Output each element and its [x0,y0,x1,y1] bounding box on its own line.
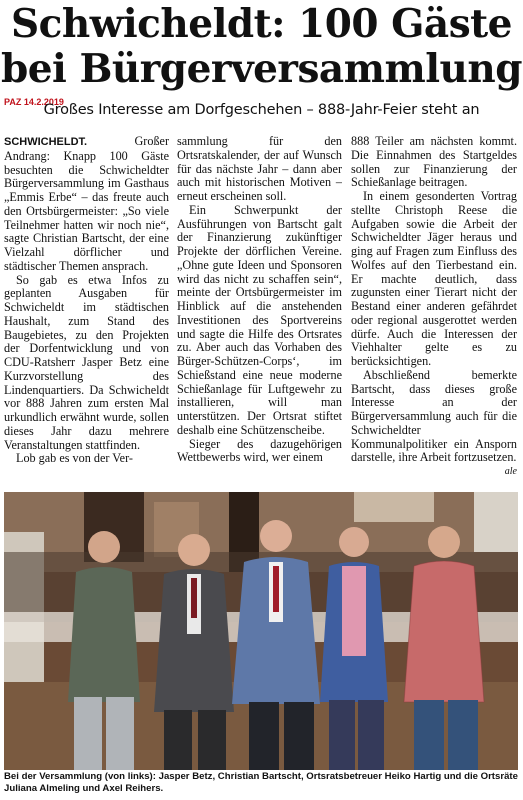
paragraph: In einem gesonderten Vortrag stellte Christoph Reese die Aufgaben sowie die Arbeit der Schwicheldter Jäger heraus und ging auf Fragen zum Einfluss des Wolfes auf den Tierbestand ein. Er machte deutlich, dass zugunsten einer Tierart nicht der Bestand einer anderen gefährdet oder regional ausgerottet werden dürfe. Auch die Interessen der Viehhalter gelte es zu berücksichtigen. [351,189,517,368]
paragraph: Sieger des dazugehörigen Wettbewerbs wird, wer einem [177,436,342,465]
source-date: PAZ 14.2.2019 [4,97,64,107]
article-column-2 [177,135,342,487]
headline [0,2,523,92]
photo-caption: Bei der Versammlung (von links): Jasper Betz, Christian Bartscht, Ortsratsbetreuer Heiko Hartig und die Ortsräte Juliana Almeling und Axel Reihers. [4,771,518,794]
headline-line-1: Schwicheldt: 100 Gäste [11,1,512,47]
paragraph: So gab es etwa Infos zu geplanten Ausgaben für Schwicheldt im städtischen Haushalt, zum Stand des Baugebietes, zu den Projekten der Dorfentwicklung und von CDU-Ratsherr Jasper Betz eine Kurzvorstellung des Lindenquartiers. Da Schwicheldt vor 888 Jahren zum ersten Mal urkundlich erwähnt wurde, sollen dieses Jahr dazu mehrere Veranstaltungen stattfinden. [4,272,169,452]
article-photo [4,492,518,770]
author-initials: ale [504,466,517,477]
article-column-1 [4,135,169,487]
paragraph: Lob gab es von der Ver- [16,451,133,466]
headline-line-2: bei Bürgerversammlung [0,46,523,92]
paragraph-text: Abschließend bemerkte Bartscht, dass dieses große Interesse an der Bürgerversammlung auch für die Schwicheldter Kommunalpolitiker ein Ansporn darstelle, ihre Arbeit fortzusetzen. [351,367,517,465]
paragraph [351,367,517,477]
paragraph-text: Großer Andrang: Knapp 100 Gäste besuchten die Schwicheldter Bürgerversammlung im Gasthaus „Emmis Erbe“ – das freute auch den Ortsbürgermeister: „So viele Teilnehmer hatten wir noch nie“, sagte Christian Bartscht, der eine Vielzahl dörflicher und städtischer Themen ansprach. [4,135,169,273]
paragraph: Ein Schwerpunkt der Ausführungen von Bartscht galt der Finanzierung zukünftiger Projekte der dörflichen Vereine. „Ohne gute Ideen und Sponsoren wird das nicht zu schaffen sein“, meinte der Ortsbürgermeister im Hinblick auf die anstehenden Investitionen des Sportvereins und sagte die Hilfe des Ortsrates zu. Aber auch das Vorhaben des Bürger-Schützen-Corps‘, im Schießstand eine neue moderne Schießanlage für Luftgewehr zu installieren, will man unterstützen. Der Ortsrat stiftet deshalb eine Schützenscheibe. [177,202,342,437]
subheadline: Großes Interesse am Dorfgeschehen – 888-Jahr-Feier steht an [43,102,480,118]
dateline: SCHWICHELDT. [4,136,88,148]
paragraph: 888 Teiler am nächsten kommt. Die Einnahmen des Startgeldes sollen zur Finanzierung der Schießanlage beitragen. [351,135,517,190]
paragraph [4,135,169,274]
paragraph: sammlung für den Ortsratskalender, der auf Wunsch für das nächste Jahr – dann aber auch mit historischen Motiven – erneut erscheinen soll. [177,135,342,203]
photo-illustration [4,492,518,770]
article-column-3 [351,135,517,487]
